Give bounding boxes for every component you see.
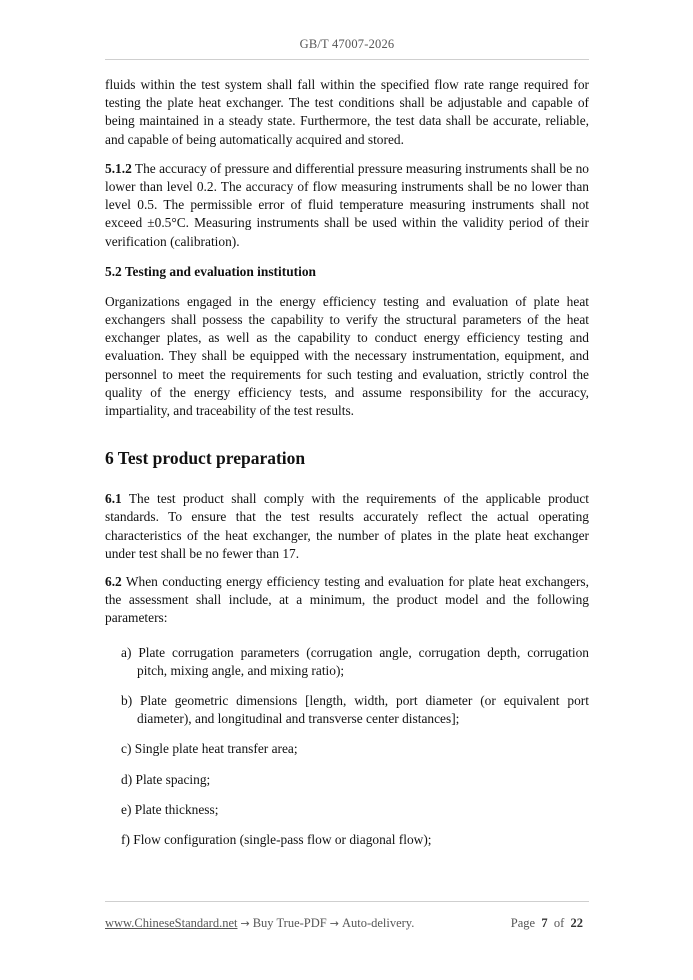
list-item-e: e) Plate thickness; [121, 801, 219, 817]
clause-number: 6.2 [105, 574, 122, 590]
list-item-f: f) Flow configuration (single-pass flow or diagonal flow); [121, 832, 432, 848]
footer-links [105, 916, 414, 931]
site-link[interactable]: www.ChineseStandard.net [105, 916, 238, 930]
page-body [105, 76, 589, 849]
arrow-right-icon: → [240, 917, 250, 930]
auto-delivery-text: Auto-delivery. [341, 916, 415, 930]
clause-number: 6.1 [105, 491, 122, 507]
clause-text: The accuracy of pressure and differential pressure measuring instruments shall be no lower than level 0.2. The accuracy of flow measuring instruments shall be no lower than level 0.5. The permissible error of fluid temperature measuring instruments shall not exceed ±0.5°C. Measuring instruments shall be used within the validity period of their verification (calibration). [105, 160, 589, 249]
section-heading-6: 6 Test product preparation [105, 448, 306, 469]
list-item-d: d) Plate spacing; [121, 771, 211, 787]
page-total: 22 [570, 916, 583, 930]
page-label: Page [510, 916, 536, 930]
standard-number: GB/T 47007-2026 [299, 37, 395, 51]
page-number: 7 [541, 916, 548, 930]
clause-6-1 [105, 490, 589, 563]
clause-5-2-text: Organizations engaged in the energy efficiency testing and evaluation of plate heat exchangers shall possess the capability to verify the structural parameters of the heat exchanger plates, as well as the capability to conduct energy efficiency testing and evaluation. They shall be equipped with the necessary instrumentation, equipment, and personnel to meet the requirements for such testing and evaluation, strictly control the quality of the energy efficiency tests, and assume responsibility for the accuracy, impartiality, and traceability of the test results. [105, 293, 589, 419]
clause-number: 5.1.2 [105, 160, 132, 176]
page-footer [105, 901, 589, 942]
clause-text: The test product shall comply with the requirements of the applicable product standards. To ensure that the test results accurately reflect the actual operating characteristics of the heat exchanger, the number of plates in the plate heat exchanger under test shall be no fewer than 17. [105, 491, 589, 561]
page-header [105, 0, 589, 60]
clause-5-1-2 [105, 160, 589, 251]
arrow-right-icon: → [329, 917, 339, 930]
paragraph-intro: fluids within the test system shall fall within the specified flow rate range required for testing the plate heat exchanger. The test conditions shall be adjustable and capable of being maintained in a steady state. Furthermore, the test data shall be accurate, reliable, and capable of being automatically acquired and stored. [105, 77, 589, 147]
list-item-b: b) Plate geometric dimensions [length, width, port diameter (or equivalent port diameter), and longitudinal and transverse center distances]; [121, 693, 589, 727]
of-label: of [553, 916, 565, 930]
list-item-a: a) Plate corrugation parameters (corrugation angle, corrugation depth, corrugation pitch, mixing angle, and mixing ratio); [121, 644, 589, 678]
section-heading-5-2: 5.2 Testing and evaluation institution [105, 263, 316, 279]
page-indicator [511, 916, 583, 931]
clause-text: When conducting energy efficiency testing and evaluation for plate heat exchangers, the assessment shall include, at a minimum, the product model and the following parameters: [105, 574, 589, 626]
list-item-c: c) Single plate heat transfer area; [121, 741, 298, 757]
buy-pdf-text: Buy True-PDF [252, 916, 327, 930]
clause-6-2 [105, 573, 589, 628]
